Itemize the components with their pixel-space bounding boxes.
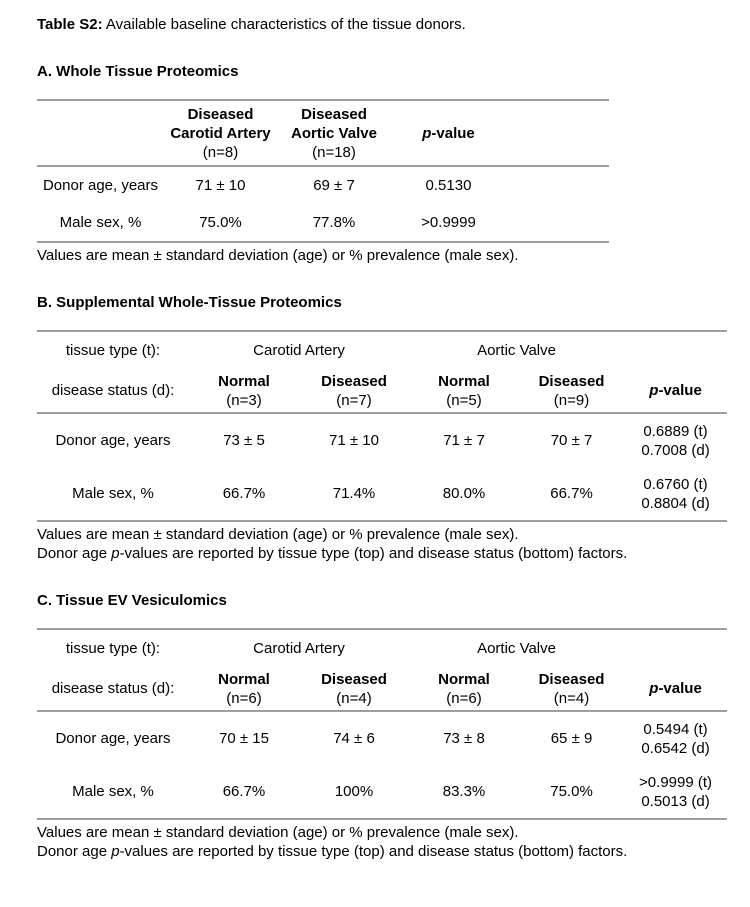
value-cell: 70 ± 7 <box>550 432 593 449</box>
value-cell: 73 ± 8 <box>443 730 485 747</box>
table-a-body <box>37 166 609 242</box>
footnote-line-2 <box>37 545 627 562</box>
table-row-donor-age <box>37 166 609 204</box>
header-n-count: (n=6) <box>226 689 262 707</box>
sub-header-normal <box>409 667 519 711</box>
p-disease-status: 0.5013 (d) <box>641 792 710 810</box>
table-row-donor-age <box>37 413 727 467</box>
value-cell: 73 ± 5 <box>223 432 265 449</box>
p-disease-status: 0.6542 (d) <box>641 739 710 757</box>
value-cell: 75.0% <box>199 214 242 231</box>
table-a <box>37 99 609 243</box>
value-cell: 70 ± 15 <box>219 730 269 747</box>
header-line-1: Diseased <box>187 105 254 123</box>
status-label: Normal <box>438 670 490 688</box>
table-row-donor-age <box>37 711 727 765</box>
table-row-male-sex <box>37 467 727 521</box>
row-label: Male sex, % <box>72 485 154 502</box>
table-b-tissue-type-row <box>37 331 727 369</box>
sub-header-normal <box>189 369 299 413</box>
value-cell: 83.3% <box>442 783 486 800</box>
table-a-header-pvalue <box>391 100 506 166</box>
header-n-count: (n=4) <box>336 689 372 707</box>
spacer-cell <box>506 204 609 242</box>
value-cell: 65 ± 9 <box>550 730 593 747</box>
value-cell: 100% <box>334 783 374 800</box>
group-header-carotid-artery: Carotid Artery <box>253 342 345 359</box>
spacer-cell <box>624 331 727 369</box>
table-row-male-sex <box>37 204 609 242</box>
status-label: Normal <box>218 670 270 688</box>
section-a-heading: A. Whole Tissue Proteomics <box>37 63 239 80</box>
table-b-header-pvalue <box>624 369 727 413</box>
status-label: Diseased <box>538 670 605 688</box>
value-cell: 75.0% <box>550 783 593 800</box>
footnote-line-1: Values are mean ± standard deviation (age) or % prevalence (male sex). <box>37 824 519 841</box>
row-label: disease status (d): <box>51 382 175 399</box>
table-a-footnote: Values are mean ± standard deviation (age) or % prevalence (male sex). <box>37 247 519 264</box>
sub-header-diseased <box>299 369 409 413</box>
value-cell: 74 ± 6 <box>333 730 375 747</box>
table-a-head <box>37 100 609 166</box>
row-label: Donor age, years <box>55 730 171 747</box>
sub-header-diseased <box>519 369 624 413</box>
header-n-count: (n=3) <box>226 391 262 409</box>
header-n-count: (n=6) <box>446 689 482 707</box>
p-tissue-type: 0.6889 (t) <box>643 422 708 440</box>
group-header-carotid-artery: Carotid Artery <box>253 640 345 657</box>
p-tissue-type: >0.9999 (t) <box>639 773 713 791</box>
header-line-2: Carotid Artery <box>170 124 271 142</box>
p-value-cell <box>624 765 727 819</box>
table-a-header-spacer <box>506 100 609 166</box>
row-label: tissue type (t): <box>65 640 161 657</box>
footnote-post: -values are reported by tissue type (top) and disease status (bottom) factors. <box>119 843 628 860</box>
p-disease-status: 0.7008 (d) <box>641 441 710 459</box>
table-caption-label: Table S2: <box>37 16 103 33</box>
sub-header-diseased <box>519 667 624 711</box>
value-cell: 71 ± 7 <box>443 432 485 449</box>
p-symbol: p <box>111 545 120 562</box>
status-label: Diseased <box>321 670 387 688</box>
footnote-line-1: Values are mean ± standard deviation (age) or % prevalence (male sex). <box>37 526 519 543</box>
header-n-count: (n=7) <box>336 391 372 409</box>
value-cell: 71 ± 10 <box>195 177 246 194</box>
spacer-cell <box>506 166 609 204</box>
group-header-aortic-valve: Aortic Valve <box>477 342 556 359</box>
header-line-2: Aortic Valve <box>291 124 377 142</box>
value-cell: 80.0% <box>442 485 486 502</box>
sub-header-normal <box>409 369 519 413</box>
p-value-cell: 0.5130 <box>425 177 472 194</box>
value-cell: 71 ± 10 <box>329 432 379 449</box>
status-label: Normal <box>218 372 270 390</box>
p-disease-status: 0.8804 (d) <box>641 494 710 512</box>
value-cell: 66.7% <box>222 783 266 800</box>
table-c <box>37 628 727 820</box>
p-value-suffix: -value <box>658 382 702 399</box>
table-c-head <box>37 629 727 711</box>
spacer-cell <box>624 629 727 667</box>
row-label: tissue type (t): <box>65 342 161 359</box>
group-header-aortic-valve: Aortic Valve <box>477 640 556 657</box>
p-value-cell <box>624 467 727 521</box>
p-value-suffix: -value <box>658 680 702 697</box>
p-symbol: p <box>111 843 120 860</box>
header-line-1: Diseased <box>301 105 367 123</box>
table-c-footnote <box>37 823 730 861</box>
p-tissue-type: 0.5494 (t) <box>643 720 708 738</box>
row-label: Donor age, years <box>55 432 171 449</box>
status-label: Normal <box>438 372 490 390</box>
table-caption-text: Available baseline characteristics of the tissue donors. <box>102 16 466 33</box>
p-value-cell: >0.9999 <box>421 214 476 231</box>
p-value-cell <box>624 413 727 467</box>
footnote-pre: Donor age <box>37 843 112 860</box>
value-cell: 77.8% <box>312 214 356 231</box>
table-b-footnote <box>37 525 730 563</box>
p-symbol: p <box>422 124 432 142</box>
p-tissue-type: 0.6760 (t) <box>643 475 708 493</box>
sub-header-diseased <box>299 667 409 711</box>
table-a-header-empty <box>37 100 164 166</box>
table-b-body <box>37 413 727 521</box>
p-symbol: p <box>649 382 659 399</box>
row-label: Male sex, % <box>72 783 154 800</box>
section-b-heading: B. Supplemental Whole-Tissue Proteomics <box>37 294 342 311</box>
row-label: Donor age, years <box>42 177 159 194</box>
table-b <box>37 330 727 522</box>
header-n-count: (n=4) <box>553 689 590 707</box>
header-n-count: (n=9) <box>553 391 590 409</box>
status-label: Diseased <box>538 372 605 390</box>
value-cell: 66.7% <box>550 485 593 502</box>
p-symbol: p <box>649 680 659 697</box>
footnote-post: -values are reported by tissue type (top) and disease status (bottom) factors. <box>119 545 628 562</box>
table-b-head <box>37 331 727 413</box>
status-label: Diseased <box>321 372 387 390</box>
header-n-count: (n=5) <box>446 391 482 409</box>
section-c-heading: C. Tissue EV Vesiculomics <box>37 592 227 609</box>
p-value-suffix: -value <box>431 124 475 142</box>
p-value-cell <box>624 711 727 765</box>
footnote-line-2 <box>37 843 627 860</box>
row-label: disease status (d): <box>51 680 175 697</box>
table-c-body <box>37 711 727 819</box>
row-label: Male sex, % <box>59 214 142 231</box>
table-a-header-diseased-aortic <box>277 100 391 166</box>
table-caption <box>37 15 730 34</box>
sub-header-normal <box>189 667 299 711</box>
footnote-pre: Donor age <box>37 545 112 562</box>
table-a-header-diseased-carotid <box>164 100 277 166</box>
value-cell: 69 ± 7 <box>313 177 355 194</box>
table-c-tissue-type-row <box>37 629 727 667</box>
table-c-header-pvalue <box>624 667 727 711</box>
header-n-count: (n=8) <box>202 143 239 161</box>
value-cell: 71.4% <box>332 485 376 502</box>
table-b-disease-status-row <box>37 369 727 413</box>
table-c-disease-status-row <box>37 667 727 711</box>
header-n-count: (n=18) <box>312 143 356 161</box>
value-cell: 66.7% <box>222 485 266 502</box>
table-a-header-row <box>37 100 609 166</box>
table-row-male-sex <box>37 765 727 819</box>
